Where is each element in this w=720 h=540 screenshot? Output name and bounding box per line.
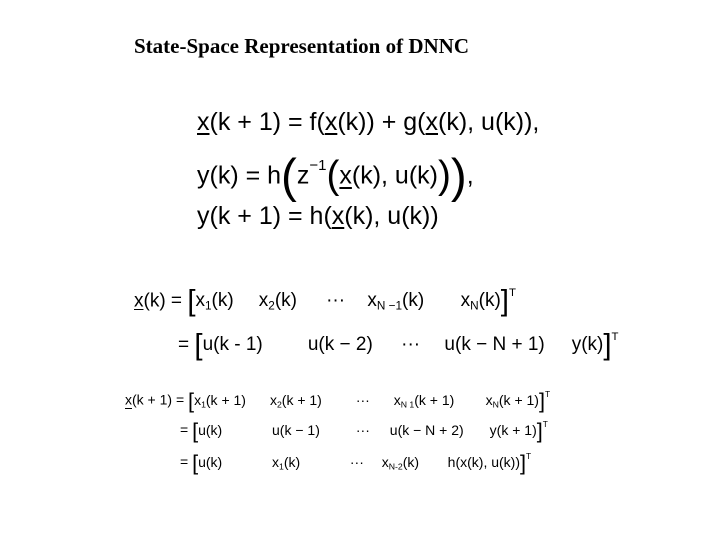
bracket-close: ]	[603, 328, 612, 362]
state-vector-symbol: x	[331, 202, 345, 230]
eq-text: (k + 1) =	[132, 391, 185, 408]
ellipsis: ···	[355, 391, 370, 408]
state-vector-symbol: x	[339, 161, 352, 190]
subscript: 2	[268, 299, 275, 313]
paren-open: (	[326, 154, 340, 198]
eq-text: (k)) + g(	[337, 108, 426, 136]
element: y(k + 1)	[489, 421, 537, 438]
ellipsis: ···	[349, 453, 364, 470]
state-vector-definition	[134, 284, 516, 318]
bracket-close: ]	[536, 417, 543, 443]
next-state-output-form	[180, 449, 532, 475]
subscript: N-2	[388, 461, 403, 472]
subscript: N −1	[376, 299, 403, 313]
element: x	[460, 290, 471, 312]
ellipsis: ···	[401, 334, 421, 356]
eq-text: =	[180, 421, 189, 438]
transpose: T	[526, 451, 532, 461]
element: (k)	[274, 290, 297, 312]
subscript: N	[470, 299, 479, 313]
eq-text: (k), u(k)),	[438, 108, 540, 136]
state-vector-symbol: x	[197, 108, 210, 136]
eq-text: z	[296, 161, 310, 190]
element: u(k)	[198, 453, 223, 470]
bracket-open: [	[192, 417, 199, 443]
element: u(k − 1)	[272, 421, 320, 438]
subscript: N 1	[400, 399, 415, 410]
next-state-io-form	[180, 417, 548, 443]
state-vector-symbol: x	[324, 108, 338, 136]
element: u(k − 2)	[307, 334, 373, 356]
subscript: N	[492, 399, 499, 410]
paren-close: )	[438, 154, 451, 198]
element: x	[258, 290, 269, 312]
element: h(x(k), u(k))	[447, 453, 520, 470]
equation-output	[197, 204, 439, 229]
element: u(k − N + 2)	[389, 421, 464, 438]
next-state-vector-definition	[125, 387, 551, 413]
bracket-open: [	[187, 284, 196, 318]
eq-text: y(k) = h	[197, 161, 282, 190]
element: (k)	[211, 290, 234, 312]
state-vector-symbol: x	[134, 290, 144, 312]
paren-open: (	[281, 150, 297, 204]
eq-text: ,	[466, 161, 474, 190]
element: x	[269, 391, 277, 408]
element: u(k)	[198, 421, 223, 438]
equation-output-delay	[197, 150, 474, 204]
eq-text: y(k + 1) = h(	[197, 202, 332, 230]
transpose: T	[611, 331, 619, 343]
state-vector-io-form	[178, 328, 619, 362]
bracket-close: ]	[538, 387, 545, 413]
element: (k)	[402, 290, 425, 312]
element: x	[194, 391, 202, 408]
eq-text: (k) =	[143, 290, 183, 312]
element: x	[195, 290, 205, 312]
bracket-close: ]	[520, 449, 527, 475]
eq-text: =	[180, 453, 189, 470]
equation-state-update	[197, 110, 539, 135]
subscript: 1	[279, 461, 284, 472]
element: x	[272, 453, 279, 470]
eq-text: (k), u(k))	[344, 202, 439, 230]
exponent: −1	[309, 157, 327, 174]
element: y(k)	[571, 334, 604, 356]
subscript: 1	[205, 299, 212, 313]
eq-text: =	[178, 334, 190, 356]
subscript: 2	[276, 399, 282, 410]
paren-close: )	[450, 150, 467, 204]
element: x	[393, 391, 401, 408]
subscript: 1	[201, 399, 206, 410]
element: x	[381, 453, 389, 470]
bracket-close: ]	[500, 284, 509, 318]
state-vector-symbol: x	[425, 108, 439, 136]
element: (k)	[283, 453, 301, 470]
element: u(k − N + 1)	[444, 334, 545, 356]
ellipsis: ···	[326, 290, 346, 312]
element: (k)	[402, 453, 420, 470]
eq-text: (k + 1) = f(	[209, 108, 325, 136]
element: (k)	[478, 290, 501, 312]
ellipsis: ···	[355, 421, 370, 438]
transpose: T	[508, 287, 516, 299]
bracket-open: [	[194, 328, 203, 362]
element: u(k - 1)	[202, 334, 263, 356]
eq-text: (k), u(k)	[351, 161, 438, 190]
element: x	[485, 391, 493, 408]
bracket-open: [	[192, 449, 199, 475]
transpose: T	[545, 389, 551, 399]
element: (k + 1)	[414, 391, 455, 408]
element: x	[367, 290, 377, 312]
bracket-open: [	[188, 387, 195, 413]
element: (k + 1)	[498, 391, 539, 408]
element: (k + 1)	[205, 391, 246, 408]
transpose: T	[542, 419, 548, 429]
element: (k + 1)	[281, 391, 322, 408]
slide-title: State-Space Representation of DNNC	[134, 34, 469, 58]
state-vector-symbol: x	[125, 391, 132, 408]
